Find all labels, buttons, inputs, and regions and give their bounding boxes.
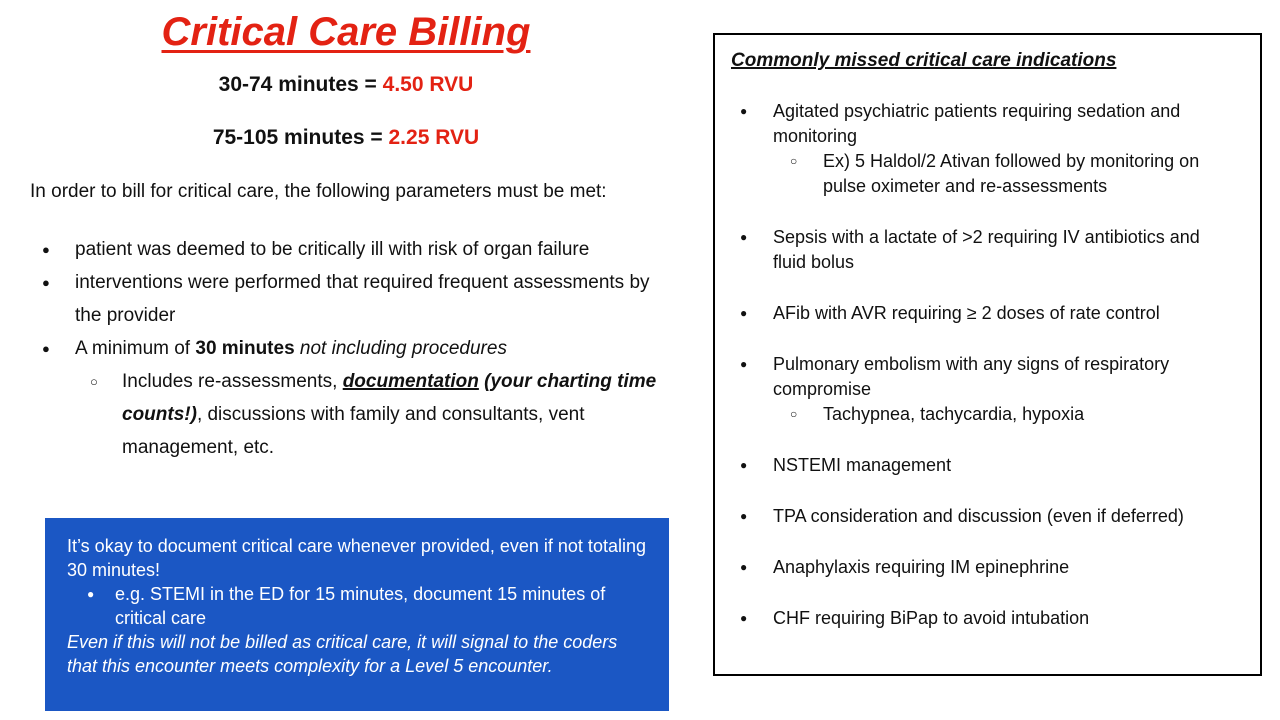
circle-bullet-icon	[790, 402, 823, 427]
indication-item	[731, 606, 1244, 631]
indication-text: Pulmonary embolism with any signs of respiratory compromise	[773, 354, 1170, 399]
bullet-icon	[740, 504, 773, 529]
blue-note-box	[45, 518, 669, 711]
sub-list-item	[0, 365, 692, 464]
slide-title: Critical Care Billing	[161, 10, 531, 54]
indication-item	[731, 352, 1244, 427]
rvu-line-1-range: 30-74 minutes =	[218, 73, 383, 96]
circle-bullet-icon	[790, 149, 823, 199]
bullet-icon	[740, 225, 773, 275]
note-line-1: It’s okay to document critical care whenever provided, even if not totaling 30 minutes!	[67, 536, 646, 580]
indication-text: Anaphylaxis requiring IM epinephrine	[773, 557, 1070, 577]
sub-list-item-text	[122, 365, 670, 464]
indication-item	[731, 504, 1244, 529]
indication-item	[731, 453, 1244, 478]
rvu-line-1	[0, 73, 692, 97]
list-item-text	[75, 332, 650, 365]
indication-text-wrap	[773, 99, 1228, 199]
intro-paragraph: In order to bill for critical care, the following parameters must be met:	[30, 181, 607, 202]
bullet-icon	[42, 233, 75, 266]
indication-item	[731, 555, 1244, 580]
bullet-icon	[740, 301, 773, 326]
indication-sub-item	[773, 149, 1228, 199]
list-item	[0, 233, 692, 266]
indication-text: Agitated psychiatric patients requiring sedation and monitoring	[773, 101, 1181, 146]
indication-text-wrap	[773, 352, 1228, 427]
bullet-icon	[740, 555, 773, 580]
indication-text: AFib with AVR requiring ≥ 2 doses of rate control	[773, 303, 1160, 323]
note-italic-text: Even if this will not be billed as critical care, it will signal to the coders that this encounter meets complexity for a Level 5 encounter.	[67, 632, 618, 676]
rvu-line-2-value: 2.25 RVU	[388, 126, 480, 149]
list-item-text: interventions were performed that required frequent assessments by the provider	[75, 272, 650, 326]
left-column	[0, 0, 692, 464]
list-item-text: patient was deemed to be critically ill with risk of organ failure	[75, 239, 590, 260]
bullet-icon	[740, 352, 773, 427]
bullet-icon	[42, 266, 75, 332]
indication-item	[731, 301, 1244, 326]
indication-sub-text: Ex) 5 Haldol/2 Ativan followed by monitoring on pulse oximeter and re-assessments	[823, 151, 1200, 196]
list-item	[0, 266, 692, 332]
indications-header: Commonly missed critical care indications	[731, 50, 1117, 71]
indication-text: CHF requiring BiPap to avoid intubation	[773, 608, 1090, 628]
bullet-icon	[42, 332, 75, 365]
indication-sub-text: Tachypnea, tachycardia, hypoxia	[823, 404, 1085, 424]
sub-item-emph-underline: documentation	[342, 371, 479, 392]
bullet-icon	[740, 453, 773, 478]
indication-text: TPA consideration and discussion (even if deferred)	[773, 506, 1184, 526]
list-item-text-italic: not including procedures	[299, 338, 507, 359]
bullet-icon	[740, 606, 773, 631]
indication-item	[731, 99, 1244, 199]
rvu-line-2	[0, 126, 692, 150]
indications-box	[713, 33, 1262, 676]
indication-text: Sepsis with a lactate of >2 requiring IV antibiotics and fluid bolus	[773, 227, 1200, 272]
note-list-item-text: e.g. STEMI in the ED for 15 minutes, document 15 minutes of critical care	[115, 584, 606, 628]
list-item-text-bold: 30 minutes	[195, 338, 300, 359]
circle-bullet-icon	[90, 365, 122, 464]
indication-item	[731, 225, 1244, 275]
indication-sub-item	[773, 402, 1228, 427]
bullet-icon	[87, 582, 115, 630]
rvu-line-2-range: 75-105 minutes =	[212, 126, 389, 149]
sub-item-rest: , discussions with family and consultants, vent management, etc.	[122, 404, 585, 458]
sub-item-emph: (your charting time counts!)	[122, 371, 657, 425]
indication-text: NSTEMI management	[773, 455, 952, 475]
bullet-icon	[740, 99, 773, 199]
note-list-item	[67, 582, 647, 630]
rvu-line-1-value: 4.50 RVU	[382, 73, 474, 96]
parameters-list	[0, 233, 692, 464]
sub-item-lead: Includes re-assessments,	[122, 371, 343, 392]
list-item-text-lead: A minimum of	[75, 338, 196, 359]
list-item	[0, 332, 692, 365]
